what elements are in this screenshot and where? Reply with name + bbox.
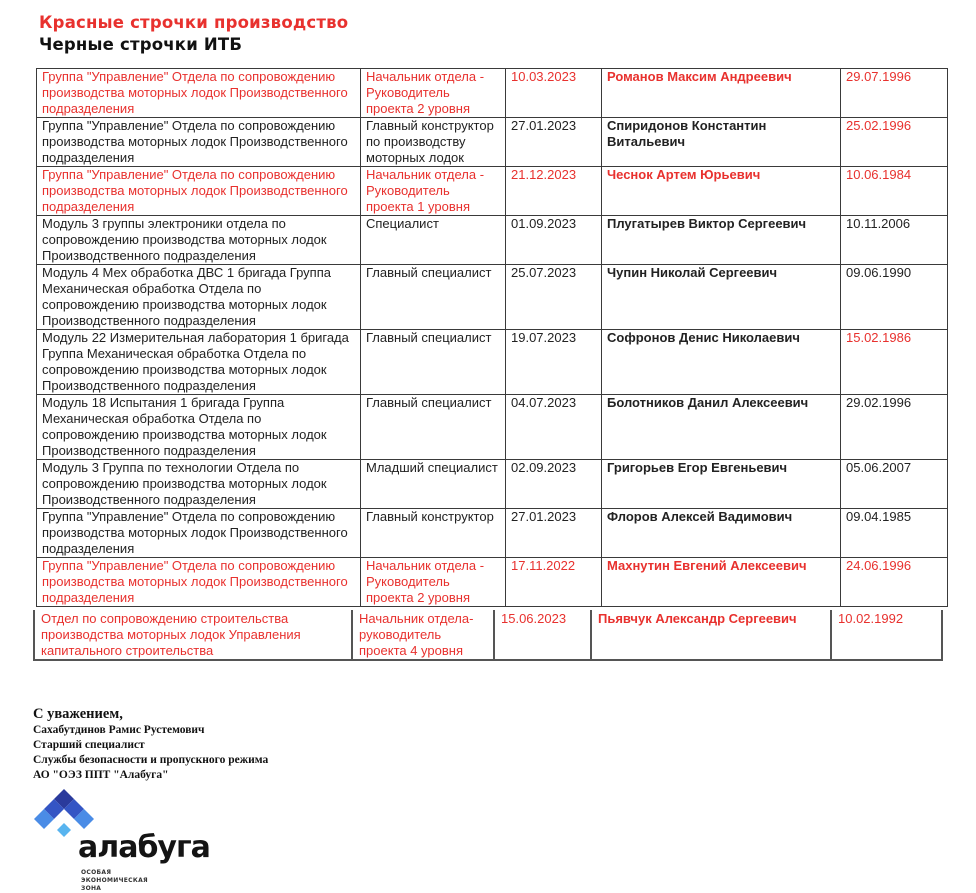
cell-department: Группа "Управление" Отдела по сопровождению производства моторных лодок Производственного подразделения: [37, 118, 361, 167]
cell-department: Модуль 22 Измерительная лаборатория 1 бригада Группа Механическая обработка Отдела по сопровождению производства моторных лодок Производственного подразделения: [37, 330, 361, 395]
cell-department: Модуль 3 группы электроники отдела по сопровождению производства моторных лодок Производственного подразделения: [37, 216, 361, 265]
signature-service: Службы безопасности и пропускного режима: [33, 754, 269, 766]
logo-subtitle-line: ОСОБАЯ: [81, 869, 112, 876]
table-row: [37, 460, 948, 509]
cell-position: Начальник отдела - Руководитель проекта 1 уровня: [361, 167, 506, 216]
table-row: [34, 610, 942, 660]
cell-birth-date: 10.11.2006: [841, 216, 948, 265]
cell-name: Болотников Данил Алексеевич: [602, 395, 841, 460]
logo-wordmark: алабуга: [78, 830, 210, 865]
signature-name: Сахабутдинов Рамис Рустемович: [33, 724, 205, 736]
employees-table-last: [33, 610, 943, 661]
cell-birth-date: 15.02.1986: [841, 330, 948, 395]
cell-birth-date: 29.07.1996: [841, 69, 948, 118]
cell-position: Главный специалист: [361, 265, 506, 330]
cell-name: Плугатырев Виктор Сергеевич: [602, 216, 841, 265]
cell-birth-date: 10.06.1984: [841, 167, 948, 216]
table-row: [37, 395, 948, 460]
cell-date: 25.07.2023: [506, 265, 602, 330]
logo-subtitle: [81, 869, 250, 893]
cell-department: Группа "Управление" Отдела по сопровождению производства моторных лодок Производственного подразделения: [37, 509, 361, 558]
cell-birth-date: 09.06.1990: [841, 265, 948, 330]
cell-birth-date: 05.06.2007: [841, 460, 948, 509]
legend-black-label: Черные строчки ИТБ: [39, 35, 243, 54]
cell-position: Специалист: [361, 216, 506, 265]
cell-name: Романов Максим Андреевич: [602, 69, 841, 118]
table-row: [37, 69, 948, 118]
cell-position: Младший специалист: [361, 460, 506, 509]
legend: [39, 12, 976, 56]
cell-position: Главный конструктор по производству моторных лодок: [361, 118, 506, 167]
cell-position: Начальник отдела - Руководитель проекта 2 уровня: [361, 69, 506, 118]
cell-department: Модуль 18 Испытания 1 бригада Группа Механическая обработка Отдела по сопровождению производства моторных лодок Производственного подразделения: [37, 395, 361, 460]
cell-birth-date: 25.02.1996: [841, 118, 948, 167]
cell-department: Модуль 4 Мех обработка ДВС 1 бригада Группа Механическая обработка Отдела по сопровождению производства моторных лодок Производственного подразделения: [37, 265, 361, 330]
cell-date: 01.09.2023: [506, 216, 602, 265]
table-row: [37, 265, 948, 330]
cell-department: Группа "Управление" Отдела по сопровождению производства моторных лодок Производственного подразделения: [37, 167, 361, 216]
cell-date: 27.01.2023: [506, 118, 602, 167]
cell-birth-date: 09.04.1985: [841, 509, 948, 558]
signature-block: [33, 705, 976, 783]
logo-subtitle-line: ЗОНА: [81, 885, 102, 892]
cell-name: Флоров Алексей Вадимович: [602, 509, 841, 558]
cell-birth-date: 29.02.1996: [841, 395, 948, 460]
cell-name: Григорьев Егор Евгеньевич: [602, 460, 841, 509]
table-row: [37, 509, 948, 558]
cell-position: Начальник отдела-руководитель проекта 4 уровня: [352, 610, 494, 660]
signature-greeting: С уважением,: [33, 706, 123, 722]
cell-date: 19.07.2023: [506, 330, 602, 395]
cell-position: Главный специалист: [361, 395, 506, 460]
legend-red-label: Красные строчки производство: [39, 13, 349, 32]
cell-position: Главный специалист: [361, 330, 506, 395]
cell-date: 21.12.2023: [506, 167, 602, 216]
employees-table: [36, 68, 948, 607]
table-row: [37, 118, 948, 167]
cell-date: 15.06.2023: [494, 610, 591, 660]
table-row: [37, 330, 948, 395]
cell-name: Махнутин Евгений Алексеевич: [602, 558, 841, 607]
cell-date: 27.01.2023: [506, 509, 602, 558]
cell-department: Группа "Управление" Отдела по сопровождению производства моторных лодок Производственного подразделения: [37, 558, 361, 607]
cell-name: Пьявчук Александр Сергеевич: [591, 610, 831, 660]
signature-company: АО "ОЭЗ ППТ "Алабуга": [33, 769, 169, 781]
cell-date: 17.11.2022: [506, 558, 602, 607]
cell-date: 04.07.2023: [506, 395, 602, 460]
logo-subtitle-line: ЭКОНОМИЧЕСКАЯ: [81, 877, 148, 884]
cell-department: Отдел по сопровождению строительства производства моторных лодок Управления капитального строительства: [34, 610, 352, 660]
cell-birth-date: 10.02.1992: [831, 610, 942, 660]
cell-date: 02.09.2023: [506, 460, 602, 509]
cell-department: Группа "Управление" Отдела по сопровождению производства моторных лодок Производственного подразделения: [37, 69, 361, 118]
alabuga-logo: [30, 789, 250, 893]
cell-position: Главный конструктор: [361, 509, 506, 558]
signature-title: Старший специалист: [33, 739, 145, 751]
cell-date: 10.03.2023: [506, 69, 602, 118]
cell-department: Модуль 3 Группа по технологии Отдела по сопровождению производства моторных лодок Производственного подразделения: [37, 460, 361, 509]
cell-name: Чеснок Артем Юрьевич: [602, 167, 841, 216]
cell-birth-date: 24.06.1996: [841, 558, 948, 607]
cell-name: Спиридонов Константин Витальевич: [602, 118, 841, 167]
cell-name: Софронов Денис Николаевич: [602, 330, 841, 395]
table-row: [37, 558, 948, 607]
cell-name: Чупин Николай Сергеевич: [602, 265, 841, 330]
cell-position: Начальник отдела - Руководитель проекта 2 уровня: [361, 558, 506, 607]
table-row: [37, 167, 948, 216]
table-row: [37, 216, 948, 265]
